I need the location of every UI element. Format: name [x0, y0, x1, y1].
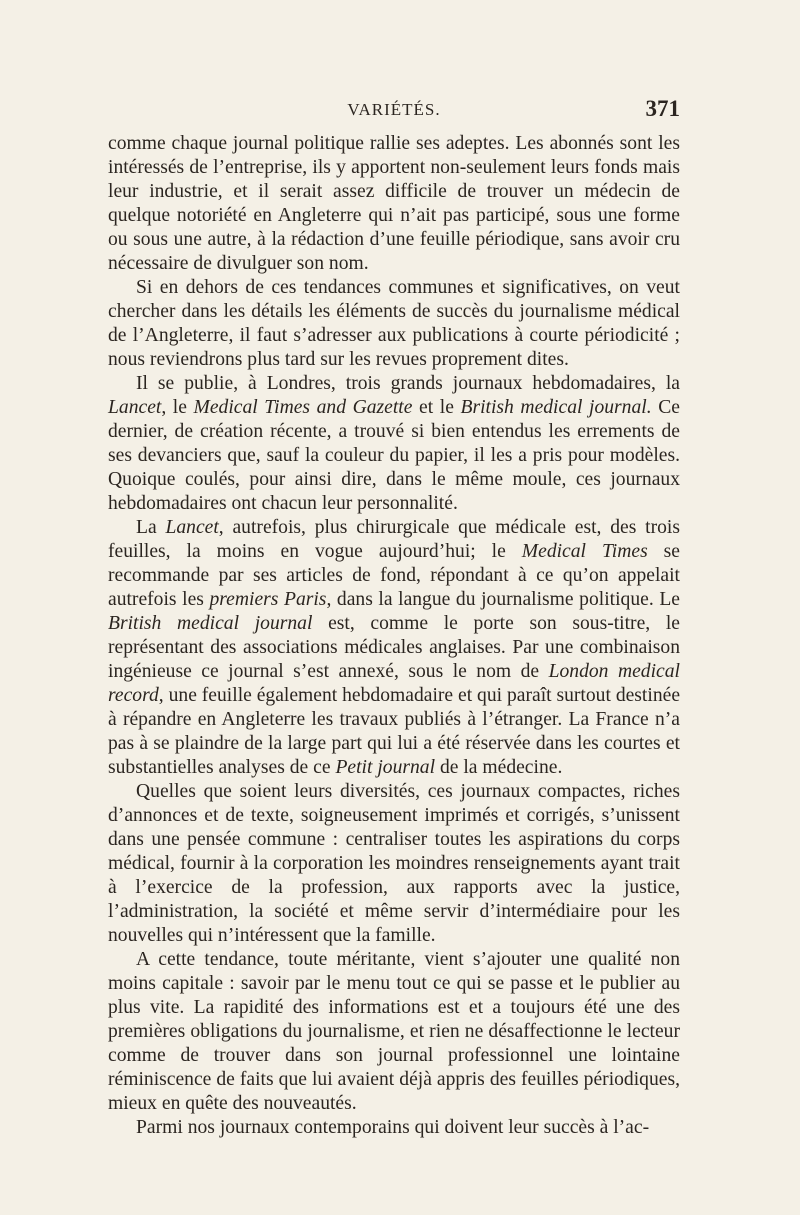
text-run: est, comme le porte son sous-titre, le représentant des associations médicales anglaises. Par une combinaison ingénieuse ce journal s’est annexé, sous le nom de	[108, 613, 680, 682]
page-number: 371	[645, 96, 680, 121]
running-title: VARIÉTÉS.	[347, 100, 441, 119]
paragraph	[108, 132, 680, 276]
italic-title: British medical journal	[108, 613, 313, 634]
paragraph	[108, 780, 680, 948]
paragraph	[108, 516, 680, 780]
text-run: Si en dehors de ces tendances communes et significatives, on veut chercher dans les détails les éléments de succès du journalisme médical de l’Angleterre, il faut s’adresser aux publications à courte périodicité ; nous reviendrons plus tard sur les revues proprement dites.	[108, 277, 680, 370]
italic-title: London medical record	[108, 661, 680, 706]
paragraph	[108, 1116, 680, 1140]
italic-title: Petit journal	[335, 757, 436, 778]
body-text	[108, 132, 680, 1140]
italic-title: premiers Paris	[209, 589, 327, 610]
italic-title: British medical journal.	[460, 397, 652, 418]
text-run: , dans la langue du journalisme politique. Le	[326, 589, 680, 610]
paragraph	[108, 948, 680, 1116]
text-run: Il se publie, à Londres, trois grands journaux hebdomadaires, la	[136, 373, 680, 394]
text-run: La	[136, 517, 166, 538]
text-run: Parmi nos journaux contemporains qui doivent leur succès à l’ac-	[136, 1117, 650, 1138]
paragraph	[108, 276, 680, 372]
text-run: de la médecine.	[435, 757, 563, 778]
text-run: , une feuille également hebdomadaire et qui paraît surtout destinée à répandre en Angleterre les travaux publiés à l’étranger. La France n’a pas à se plaindre de la large part qui lui a été réservée dans les courtes et substantielles analyses de ce	[108, 685, 681, 778]
italic-title: Lancet	[165, 517, 219, 538]
text-run: Ce dernier, de création récente, a trouvé si bien entendus les errements de ses devanciers que, sauf la couleur du papier, il les a pris pour modèles. Quoique coulés, pour ainsi dire, dans le même moule, ces journaux hebdomadaires ont chacun leur personnalité.	[108, 397, 680, 514]
text-run: se recommande par ses articles de fond, répondant à ce qu’on appelait autrefois les	[108, 541, 680, 610]
text-run: comme chaque journal politique rallie ses adeptes. Les abonnés sont les intéressés de l’entreprise, ils y apportent non-seulement leurs fonds mais leur industrie, et il serait assez difficile de trouver un médecin de quelque notoriété en Angleterre qui n’ait pas participé, sous une forme ou sous une autre, à la rédaction d’une feuille périodique, sans avoir cru nécessaire de divulguer son nom.	[108, 133, 680, 274]
italic-title: Lancet	[108, 397, 162, 418]
text-run: , autrefois, plus chirurgicale que médicale est, des trois feuilles, la moins en vogue aujourd’hui; le	[108, 517, 680, 562]
paragraph	[108, 372, 680, 516]
text-run: , le	[161, 397, 194, 418]
italic-title: Medical Times	[521, 541, 648, 562]
text-run: Quelles que soient leurs diversités, ces journaux compactes, riches d’annonces et de texte, soigneusement imprimés et corrigés, s’unissent dans une pensée commune : centraliser toutes les aspirations du corps médical, fournir à la corporation les moindres renseignements ayant trait à l’exercice de la profession, aux rapports avec la justice, l’administration, la société et même servir d’intermédiaire pour les nouvelles qui n’intéressent que la famille.	[108, 781, 680, 946]
text-run: A cette tendance, toute méritante, vient s’ajouter une qualité non moins capitale : savoir par le menu tout ce qui se passe et le publier au plus vite. La rapidité des informations est et a toujours été une des premières obligations du journalisme, et rien ne désaffectionne le lecteur comme de trouver dans son journal professionnel une lointaine réminiscence de faits que lui avaient déjà appris des feuilles périodiques, mieux en quête des nouveautés.	[108, 949, 680, 1114]
text-run: et le	[412, 397, 461, 418]
page-header	[108, 96, 680, 126]
italic-title: Medical Times and Gazette	[193, 397, 413, 418]
